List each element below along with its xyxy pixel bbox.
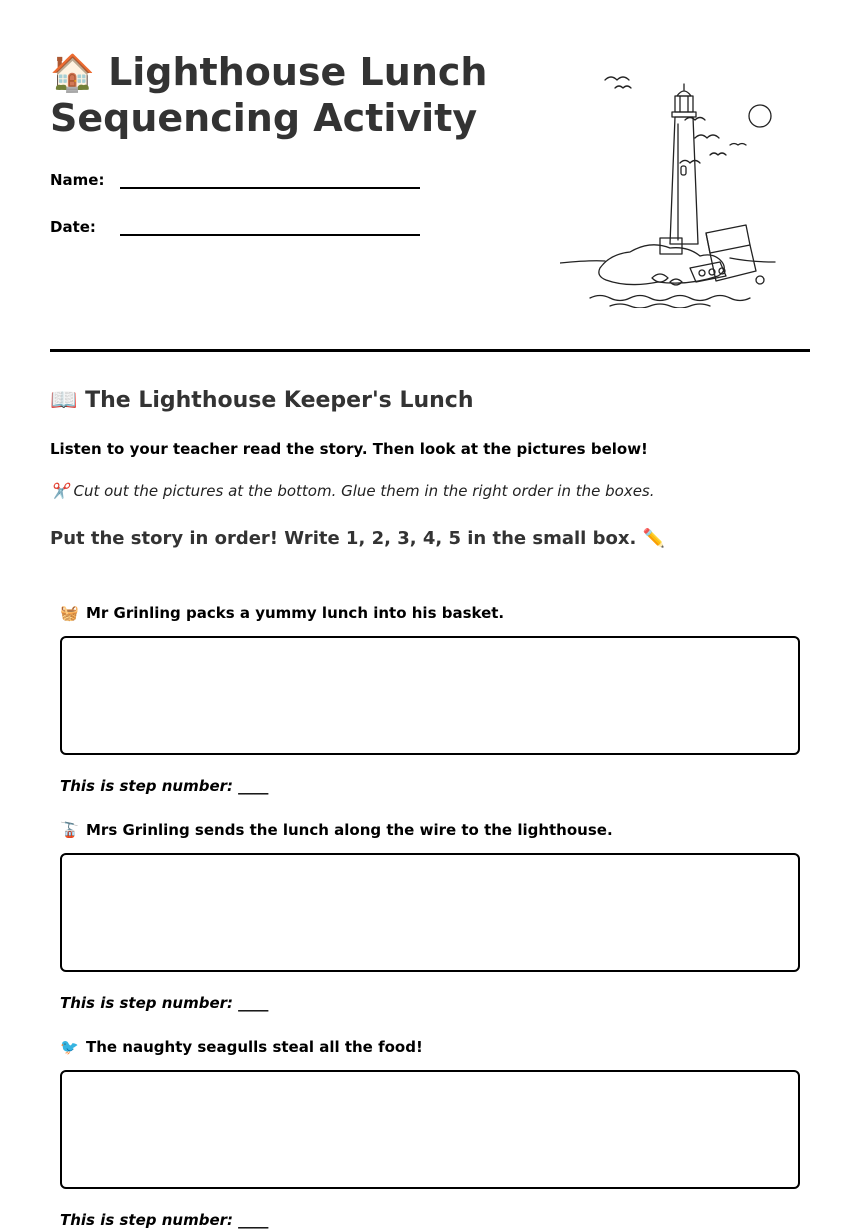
name-label: Name:	[50, 171, 105, 189]
listen-instruction: Listen to your teacher read the story. Then look at the pictures below!	[50, 440, 648, 458]
seagull-icon: 🐦	[60, 1038, 79, 1056]
header-divider	[50, 349, 810, 352]
step-caption	[60, 602, 800, 624]
step-caption-text: Mr Grinling packs a yummy lunch into his basket.	[86, 604, 505, 622]
section-title	[50, 388, 473, 413]
date-label: Date:	[50, 218, 96, 236]
sequence-step-1	[60, 602, 800, 795]
date-field-row	[50, 212, 420, 236]
seagull-icon	[605, 77, 629, 80]
lighthouse-illustration	[560, 68, 780, 308]
cut-instruction-text: Cut out the pictures at the bottom. Glue them in the right order in the boxes.	[73, 482, 655, 500]
step-number-label[interactable]: This is step number: ____	[60, 1211, 269, 1229]
title-line-2: Sequencing Activity	[50, 96, 478, 140]
picture-glue-box[interactable]	[60, 636, 800, 755]
house-icon: 🏠	[50, 53, 95, 94]
seagull-icon	[615, 86, 631, 88]
book-icon: 📖	[50, 388, 78, 413]
section-title-text: The Lighthouse Keeper's Lunch	[85, 388, 474, 413]
seagull-icon	[680, 161, 700, 164]
step-caption	[60, 819, 800, 841]
step-caption-text: The naughty seagulls steal all the food!	[86, 1038, 423, 1056]
step-caption	[60, 1036, 800, 1058]
picture-glue-box[interactable]	[60, 853, 800, 972]
seagull-icon	[730, 144, 746, 146]
title-line-1: Lighthouse Lunch	[108, 50, 488, 94]
sequence-step-2	[60, 819, 800, 1012]
waves	[590, 296, 750, 301]
seagull-icon	[695, 135, 719, 138]
picture-glue-box[interactable]	[60, 1070, 800, 1189]
order-instruction-text: Put the story in order! Write 1, 2, 3, 4, 5 in the small box.	[50, 528, 637, 549]
scissors-icon: ✂️	[50, 482, 69, 500]
step-caption-text: Mrs Grinling sends the lunch along the wire to the lighthouse.	[86, 821, 613, 839]
sequence-step-3	[60, 1036, 800, 1229]
lighthouse-tower	[670, 117, 698, 244]
worksheet-header	[50, 50, 810, 300]
order-instruction	[50, 528, 665, 549]
basket-icon: 🧺	[60, 604, 79, 622]
name-field-row	[50, 165, 420, 189]
cable-car-icon: 🚡	[60, 821, 79, 839]
cut-instruction	[50, 482, 655, 500]
name-write-line[interactable]	[120, 165, 420, 189]
date-write-line[interactable]	[120, 212, 420, 236]
sun-icon	[749, 105, 771, 127]
step-number-label[interactable]: This is step number: ____	[60, 777, 269, 795]
lighthouse-top	[677, 84, 691, 96]
seagull-icon	[710, 153, 726, 155]
pencil-icon: ✏️	[642, 528, 666, 549]
page-title	[50, 50, 530, 140]
step-number-label[interactable]: This is step number: ____	[60, 994, 269, 1012]
seagull-icon	[685, 118, 705, 121]
